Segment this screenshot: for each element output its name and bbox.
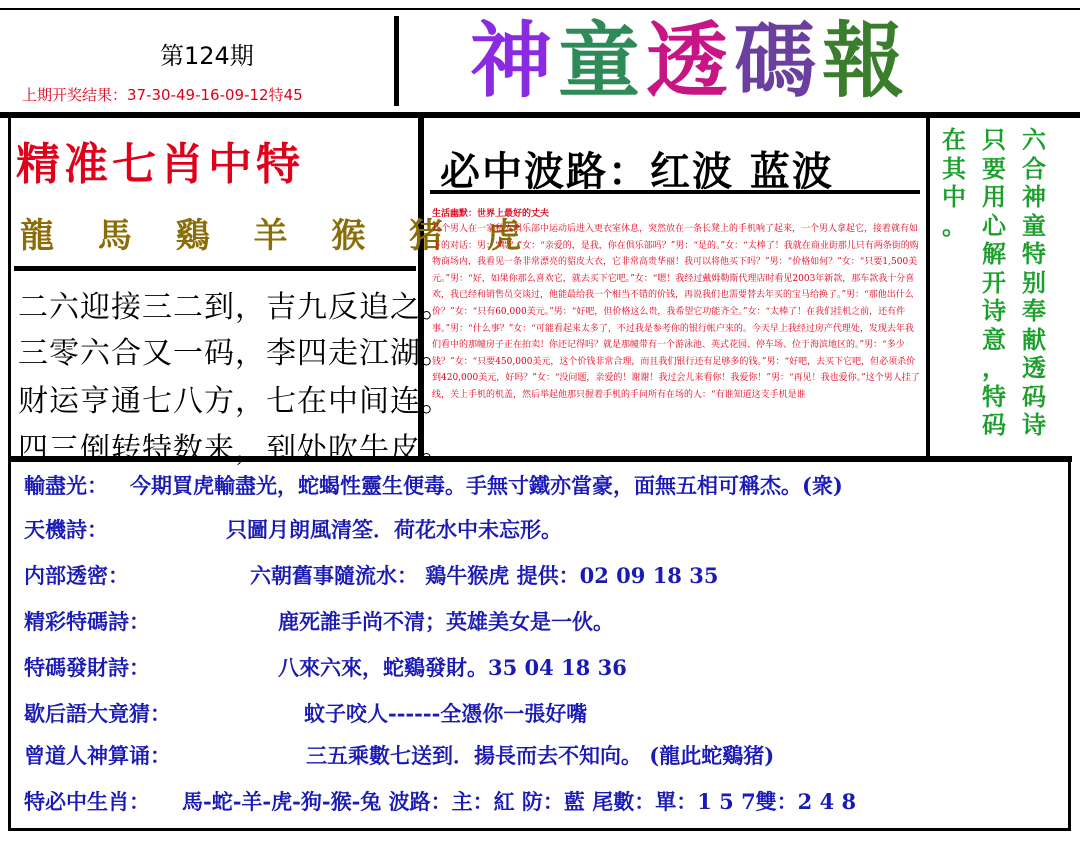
left-panel-separator [14,266,416,271]
row-value: 今期買虎輸盡光，蛇蝎性靈生便毒。手無寸鐵亦當豪，面無五相可稱杰。(衆) [130,473,843,498]
row-label: 輸盡光： [24,473,108,498]
masthead-char: 童 [558,13,647,109]
bottom-border [8,828,1071,831]
vertical-text-col-3 [1020,126,1048,440]
poem-line-3: 财运亨通七八方，七在中间连。 [18,384,452,419]
humor-story [432,206,922,452]
issue-number: 第124期 [160,42,254,70]
vertical-char: 神 [1022,182,1046,211]
masthead-char: 碼 [734,13,823,109]
vertical-char: ， [982,353,1006,382]
poem-line-4: 四三倒转特数来，到处吹牛皮。 [18,432,452,467]
row-label: 精彩特碼詩： [24,609,150,634]
row-label: 内部透密： [24,563,129,588]
masthead-char: 報 [822,13,911,109]
vertical-char: 只 [982,125,1006,154]
vertical-char: 特 [1022,239,1046,268]
masthead-title [470,14,1030,108]
row-value: 蚊子咬人------全憑你一張好嘴 [304,701,588,726]
row-value: 馬-蛇-羊-虎-狗-猴-兔 波路：主：紅 防：藍 尾數：單：1 5 7雙：2 4 8 [182,789,857,814]
vertical-char: 透 [1022,353,1046,382]
vertical-text-col-2 [980,126,1008,440]
poem-line-2: 三零六合又一码，李四走江湖。 [18,336,452,371]
zodiac-picks: 龍 馬 鷄 羊 猴 猪 虎 [20,216,538,256]
row-value: 三五乘數七送到．揚長而去不知向。 (龍此蛇鷄猪) [306,743,775,768]
header-divider [394,16,399,106]
row-value: 六朝舊事隨流水： 鶏牛猴虎 提供：02 09 18 35 [250,563,719,588]
header-bottom-border [0,112,1080,118]
row-value: 鹿死誰手尚不清；英雄美女是一伙。 [278,609,614,634]
story-body: 几个男人在一家私人俱乐部中运动后进入更衣室休息，突然放在一条长凳上的手机响了起来，一个男人拿起它，接着就有如下的对话：男：“喂？”女：“亲爱的，是我，你在俱乐部吗？”男：“是的。”女：“太棒了！我就在商业街那儿只有两条街的购物商场内，我看见一条非常漂亮的貂皮大衣，它非常高贵华丽！我可以将他买下吗？”男：“价格如何？”女：“只要1,500美元。”男：“好，如果你那么喜欢它，就去买下它吧。”女：“嗯！我经过戴姆勒斯代理店时看见2003年新款，那车款我十分喜欢，我已经和销售员交谈过，他能最给我一个相当不错的价钱，再说我们也需要替去年买的宝马给换了。”男：“那他出什么价？”女：“只有60,000美元。”男：“好吧，但价格这么贵，我希望它功能齐全。”女：“太棒了！在我们挂机之前，还有件事。”男：“什么事？”女：“可能看起来太多了，不过我是参考你的银行帐户来的。今天早上我经过房产代理处，发现去年我们看中的那幢房子正在拍卖！你还记得吗？就是那幢带有一个游泳池、英式花园、停车场、位于海滨地区的。”男：“多少钱？”女：“只要450,000美元，这个价钱非常合理，而且我们银行还有足够多的钱。”男：“好吧，去买下它吧，但必须杀价到420,000美元，好吗？”女：“没问题，亲爱的！谢谢！我过会儿来看你！我爱你！”男：“再见！我也爱你。”这个男人挂了线，关上手机的机盖，然后举起他那只握着手机的手问所有在场的人：“有谁知道这支手机是谁 [432,224,920,400]
vertical-char: 合 [1022,153,1046,183]
vertical-char: 。 [942,210,966,240]
vertical-char: 童 [1022,210,1046,240]
row-label: 特必中生肖： [24,789,150,814]
vertical-char: 码 [982,410,1006,439]
poem-line-1: 二六迎接三二到，吉九反追之。 [18,290,452,325]
row-value: 八來六來，蛇鷄發財。35 04 18 36 [278,655,627,680]
vertical-char: 码 [1022,381,1046,411]
masthead-char: 透 [646,13,735,109]
vertical-char: 诗 [1022,410,1046,439]
vertical-char: 诗 [982,296,1006,325]
vertical-char: 意 [982,324,1006,354]
row-value: 只圖月朗風清筌．荷花水中未忘形。 [226,517,562,542]
vertical-char: 其 [942,153,966,183]
vertical-char: 献 [1022,324,1046,354]
middle-right-divider [926,118,930,458]
vertical-char: 心 [982,210,1006,240]
vertical-char: 中 [942,182,966,211]
left-panel-title: 精准七肖中特 [16,139,304,190]
row-label: 特碼發財詩： [24,655,150,680]
vertical-char: 奉 [1022,296,1046,325]
vertical-char: 用 [982,182,1006,211]
vertical-char: 解 [982,239,1006,268]
wave-path-title: 必中波路：红波 蓝波 [440,149,834,195]
bottom-right-border [1068,462,1071,830]
vertical-text-col-1 [940,126,968,240]
vertical-char: 别 [1022,267,1046,297]
bottom-left-border [8,462,11,830]
top-border [0,8,1080,10]
vertical-char: 开 [982,267,1006,297]
masthead-char: 神 [470,13,559,109]
vertical-char: 要 [982,153,1006,183]
row-label: 曾道人神算诵： [24,743,171,768]
vertical-char: 在 [942,125,966,154]
vertical-char: 六 [1022,125,1046,154]
row-label: 天機詩： [24,517,108,542]
story-title: 生活幽默：世界上最好的丈夫 [432,209,550,219]
row-label: 歇后語大竟猜： [24,701,171,726]
vertical-char: 特 [982,381,1006,411]
left-panel-border [8,118,11,458]
last-draw-result: 上期开奖结果：37-30-49-16-09-12特45 [22,86,303,104]
